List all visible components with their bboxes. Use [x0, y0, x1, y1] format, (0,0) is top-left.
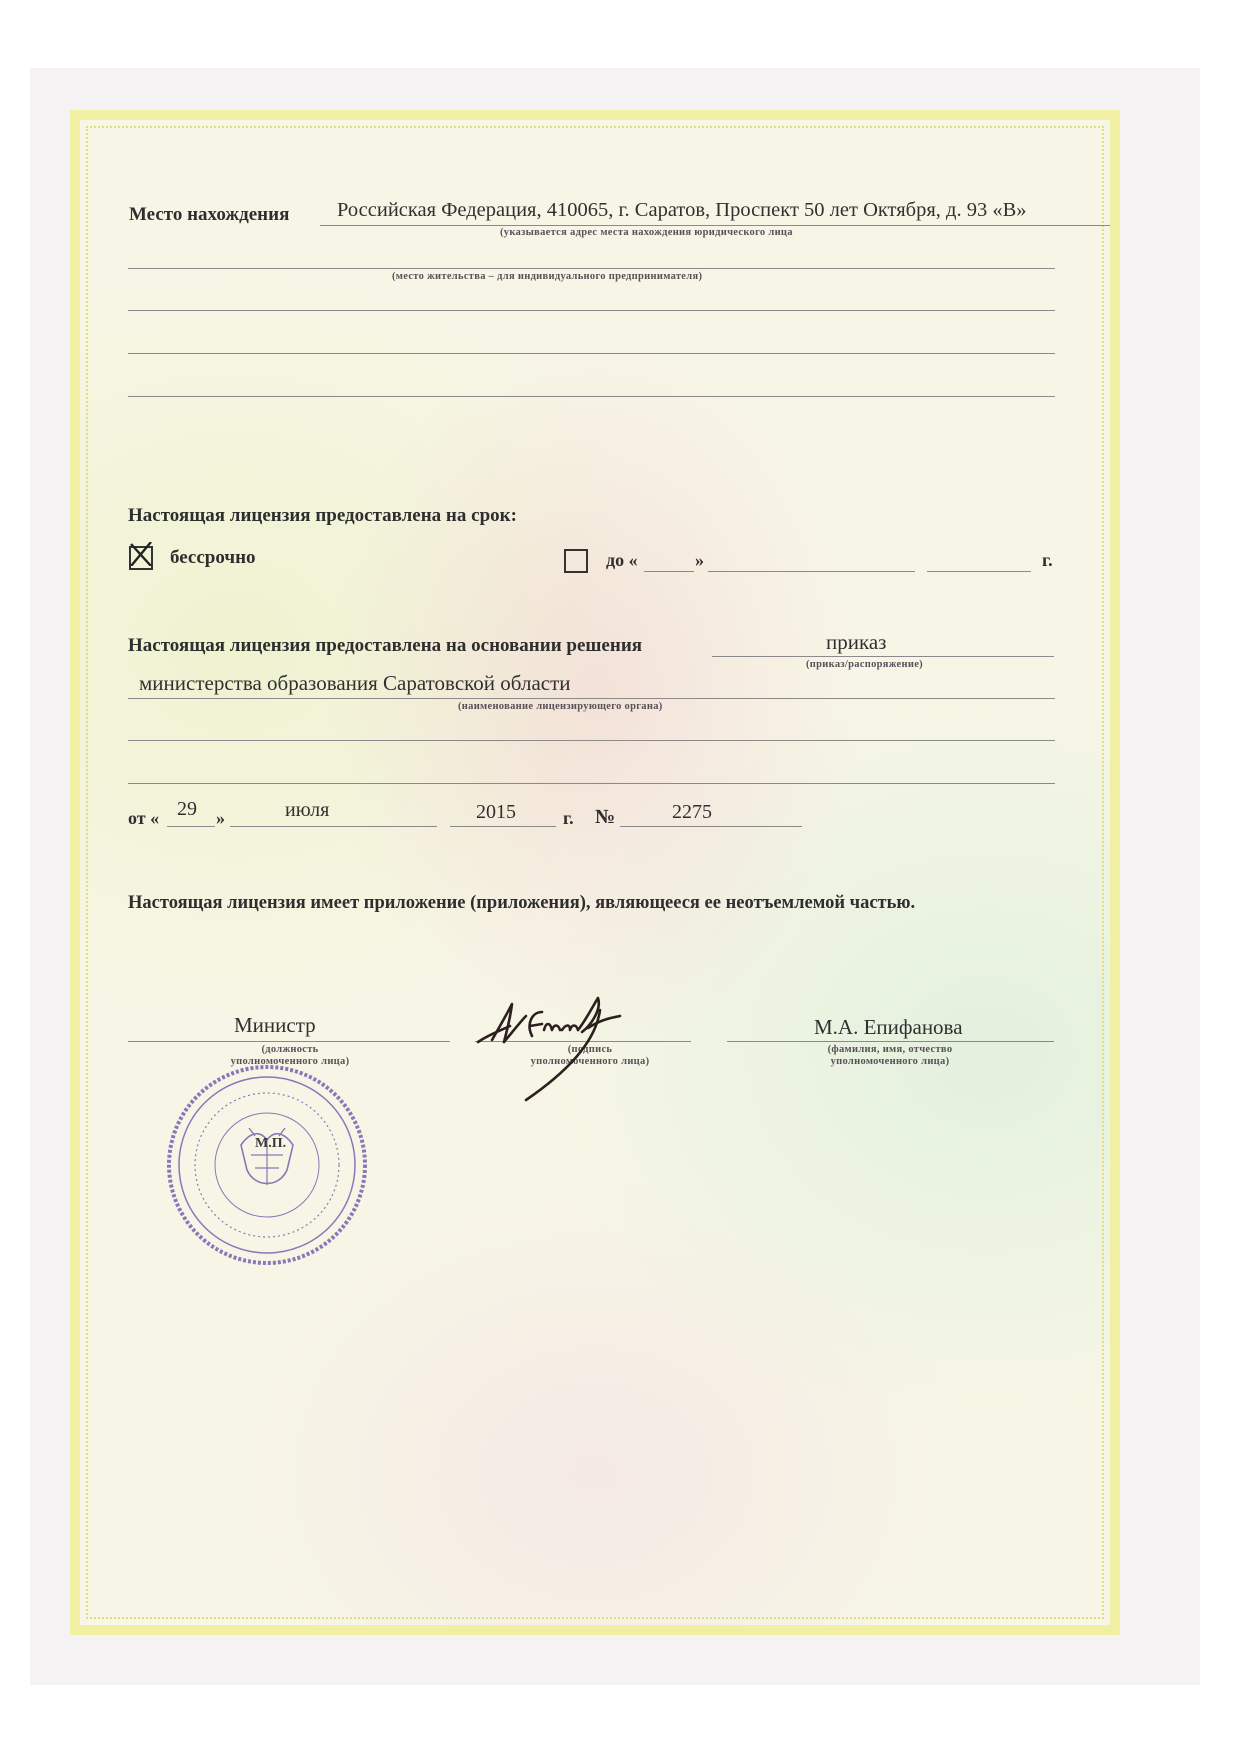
basis-number-label: №	[595, 806, 616, 828]
until-close: »	[695, 550, 704, 570]
basis-doc-type-hint: (приказ/распоряжение)	[806, 659, 923, 670]
until-label: до «	[606, 550, 638, 570]
stamp-place-label: М.П.	[255, 1136, 287, 1151]
signature-hint: (подпись уполномоченного лица)	[530, 1044, 650, 1067]
basis-line-4	[128, 783, 1055, 784]
basis-doc-type: приказ	[826, 630, 887, 654]
basis-year: 2015	[476, 801, 516, 823]
signatory-name: М.А. Епифанова	[814, 1015, 963, 1039]
location-label: Место нахождения	[129, 204, 290, 225]
location-hint-legal: (указывается адрес места нахождения юридического лица	[500, 227, 793, 238]
checkbox-cross-icon	[129, 542, 153, 566]
basis-day: 29	[177, 798, 197, 820]
term-heading: Настоящая лицензия предоставлена на срок:	[128, 505, 517, 526]
coat-of-arms-seal-icon	[155, 1060, 385, 1270]
basis-number: 2275	[672, 801, 712, 823]
position-line	[128, 1041, 450, 1042]
name-hint: (фамилия, имя, отчество уполномоченного лица)	[827, 1044, 953, 1067]
handwritten-signature	[470, 990, 635, 1115]
location-line	[320, 225, 1110, 226]
basis-day-line	[167, 826, 215, 827]
until-day-line	[644, 571, 694, 572]
until-year-line	[927, 571, 1031, 572]
signatory-position: Министр	[234, 1013, 316, 1037]
location-value: Российская Федерация, 410065, г. Саратов, Проспект 50 лет Октября, д. 93 «В»	[337, 199, 1027, 221]
license-sheet	[70, 110, 1120, 1635]
until-checkbox[interactable]	[564, 549, 588, 573]
basis-authority-line	[128, 698, 1055, 699]
basis-month: июля	[285, 799, 330, 821]
address-line-2	[128, 268, 1055, 269]
basis-line-3	[128, 740, 1055, 741]
basis-number-line	[620, 826, 802, 827]
basis-date-prefix: от «	[128, 808, 160, 828]
basis-authority-hint: (наименование лицензирующего органа)	[458, 701, 663, 712]
location-hint-individual: (место жительства – для индивидуального предпринимателя)	[392, 271, 703, 282]
name-line	[727, 1041, 1054, 1042]
basis-year-line	[450, 826, 556, 827]
basis-heading: Настоящая лицензия предоставлена на основании решения	[128, 635, 643, 656]
basis-day-close: »	[216, 808, 225, 828]
until-month-line	[708, 571, 915, 572]
appendix-note: Настоящая лицензия имеет приложение (приложения), являющееся ее неотъемлемой частью.	[128, 893, 916, 913]
basis-year-suffix: г.	[563, 808, 574, 828]
basis-authority: министерства образования Саратовской области	[139, 671, 571, 695]
official-stamp	[155, 1060, 385, 1270]
address-line-3	[128, 310, 1055, 311]
indefinite-checkbox[interactable]	[129, 546, 153, 570]
until-year-suffix: г.	[1042, 550, 1053, 570]
address-line-4	[128, 353, 1055, 354]
address-line-5	[128, 396, 1055, 397]
position-hint: (должность уполномоченного лица)	[230, 1044, 350, 1067]
basis-doc-type-line	[712, 656, 1054, 657]
indefinite-label: бессрочно	[170, 547, 256, 568]
basis-month-line	[230, 826, 437, 827]
